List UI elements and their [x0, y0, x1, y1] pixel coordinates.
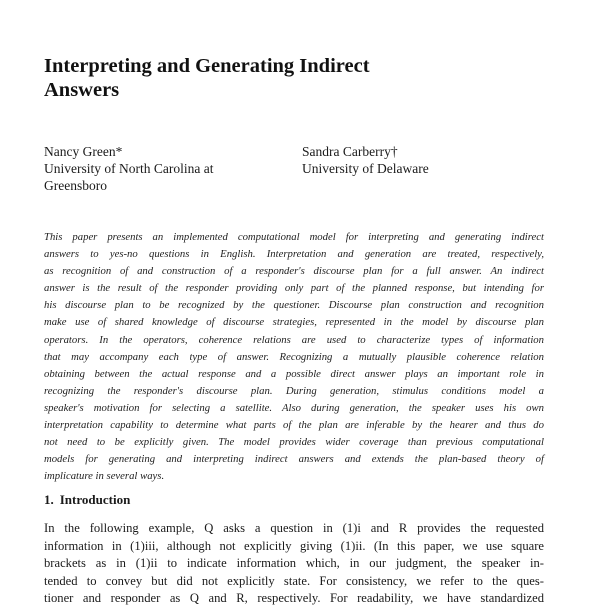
- abstract-line: recognizing the responder's discourse plan. During generation, stimulus conditions model a: [44, 384, 544, 397]
- abstract-line: make use of shared knowledge of discourse strategies, represented in the model by discourse plan: [44, 316, 544, 329]
- section-heading: [44, 492, 130, 508]
- abstract-line: interpretation capability to determine what parts of the plan are inferable by the hearer and thus do: [44, 419, 544, 432]
- paper-title: [44, 54, 514, 102]
- abstract: [44, 229, 544, 485]
- author-block-1: [44, 143, 274, 194]
- abstract-line: speaker's motivation for selecting a satellite. Also during generation, the speaker uses his own: [44, 401, 544, 414]
- author-affiliation-line-2: Greensboro: [44, 178, 107, 193]
- author-block-2: [302, 143, 542, 177]
- abstract-line: that may accompany each type of answer. Recognizing a mutually plausible coherence relation: [44, 350, 544, 363]
- author-name: Sandra Carberry†: [302, 144, 398, 159]
- abstract-line: answer is the result of the responder providing only part of the planned response, but intending for: [44, 282, 544, 295]
- body-line: information in (1)iii, although not explicitly giving (1)ii. (In this paper, we use square: [44, 538, 544, 553]
- body-line: tended to convey but did not explicitly state. For consistency, we refer to the ques-: [44, 573, 544, 588]
- author-affiliation-line-1: University of North Carolina at: [44, 161, 214, 176]
- body-line: brackets as in (1)ii to indicate information which, in our judgment, the speaker in-: [44, 556, 544, 571]
- abstract-line: answers to yes-no questions in English. Interpretation and generation are treated, respectively,: [44, 248, 544, 261]
- abstract-line: implicature in several ways.: [44, 470, 165, 483]
- abstract-line: as recognition of and construction of a responder's discourse plan for a full answer. An indirect: [44, 265, 544, 278]
- body-line: tioner and responder as Q and R, respectively. For readability, we have standardized: [44, 591, 544, 606]
- body-line: In the following example, Q asks a question in (1)i and R provides the requested: [44, 521, 544, 535]
- abstract-line: his discourse plan to be recognized by the questioner. Discourse plan construction and recognition: [44, 299, 544, 312]
- section-title: Introduction: [59, 492, 131, 507]
- abstract-line: models for generating and interpreting indirect answers and extends the plan-based theory of: [44, 453, 544, 466]
- section-number: 1.: [44, 492, 54, 507]
- abstract-line: obtaining between the actual response and a possible direct answer plays an important role in: [44, 367, 544, 380]
- author-name: Nancy Green*: [44, 144, 123, 159]
- paper-title-line-1: Interpreting and Generating Indirect: [44, 55, 370, 77]
- paper-title-line-2: Answers: [44, 79, 120, 101]
- body-text: [44, 520, 544, 608]
- abstract-line: not need to be explicitly given. The model provides wider coverage than previous computational: [44, 436, 544, 449]
- author-affiliation-line-1: University of Delaware: [302, 161, 429, 176]
- abstract-line: This paper presents an implemented computational model for interpreting and generating indirect: [44, 231, 544, 243]
- abstract-line: operators. In the operators, coherence relations are used to characterize types of information: [44, 333, 544, 346]
